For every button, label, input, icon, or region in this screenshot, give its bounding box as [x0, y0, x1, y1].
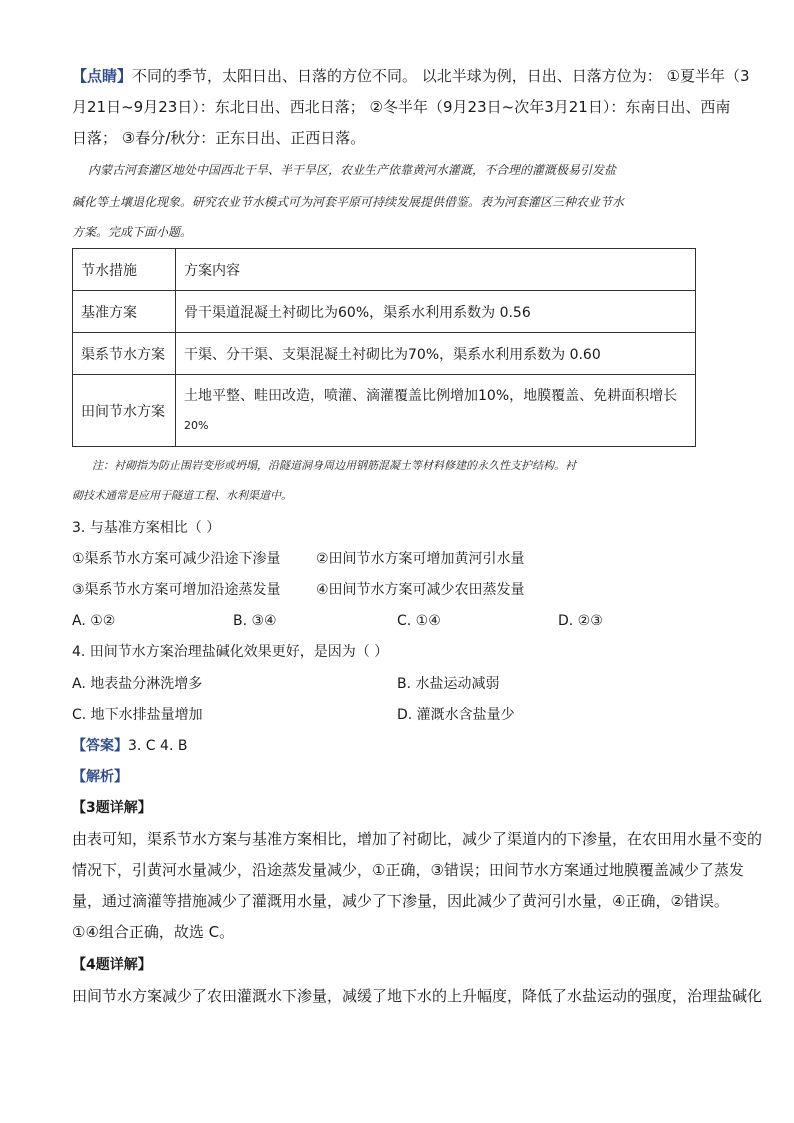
tip-line-1 [72, 66, 750, 86]
table-row [73, 375, 696, 447]
note-line-1: 注：衬砌指为防止围岩变形或坍塌，沿隧道洞身周边用钢筋混凝土等材料修建的永久性支护结构。衬 [92, 459, 576, 472]
answer-line [72, 736, 187, 756]
table-row [73, 333, 696, 375]
table-cell: 渠系节水方案 [73, 333, 176, 375]
analysis-label [72, 767, 128, 787]
analysis-label-text: 【解析】 [72, 769, 128, 785]
q3-statement-3: ③渠系节水方案可增加沿途蒸发量 [72, 582, 281, 598]
table-row [73, 291, 696, 333]
q4-option-c: C. 地下水排盐量增加 [72, 707, 203, 723]
detail4-line-1: 田间节水方案减少了农田灌溉水下渗量，减缓了地下水的上升幅度，降低了水盐运动的强度，治理盐碱化 [72, 987, 763, 1005]
q3-option-b: B. ③④ [233, 613, 277, 629]
table-header-cell: 节水措施 [73, 249, 176, 291]
q3-statement-2: ②田间节水方案可增加黄河引水量 [316, 551, 525, 567]
q3-statement-1: ①渠系节水方案可减少沿途下渗量 [72, 551, 281, 567]
detail3-line-3: 量，通过滴灌等措施减少了灌溉用水量，减少了下渗量，因此减少了黄河引水量，④正确，②错误。 [72, 892, 729, 910]
detail3-label: 【3题详解】 [72, 800, 152, 816]
note-line-2: 砌技术通常是应用于隧道工程、水利渠道中。 [72, 489, 292, 502]
table-cell: 干渠、分干渠、支渠混凝土衬砌比为70%，渠系水利用系数为 0.60 [176, 333, 696, 375]
detail3-line-2: 情况下，引黄河水量减少，沿途蒸发量减少，①正确，③错误；田间节水方案通过地膜覆盖减少了蒸发 [72, 861, 744, 879]
table-header-row [73, 249, 696, 291]
detail4-label: 【4题详解】 [72, 957, 152, 973]
table-cell-line: 土地平整、畦田改造，喷灌、滴灌覆盖比例增加10%，地膜覆盖、免耕面积增长 [184, 387, 678, 404]
passage-line-3: 方案。完成下面小题。 [72, 225, 193, 239]
table-cell: 基准方案 [73, 291, 176, 333]
detail3-line-4: ①④组合正确，故选 C。 [72, 923, 235, 941]
table-cell: 田间节水方案 [73, 375, 176, 447]
table-cell [176, 375, 696, 447]
tip-line-2: 月21日~9月23日）：东北日出、西北日落； ②冬半年（9月23日~次年3月21日）：东南日出、西南 [72, 98, 731, 116]
q3-stem: 3. 与基准方案相比（ ） [72, 520, 221, 536]
q3-option-c: C. ①④ [397, 613, 441, 629]
detail3-line-1: 由表可知，渠系节水方案与基准方案相比，增加了衬砌比，减少了渠道内的下渗量，在农田用水量不变的 [72, 830, 763, 848]
answer-label: 【答案】 [72, 738, 128, 754]
tip-text-1: 不同的季节，太阳日出、日落的方位不同。 以北半球为例，日出、日落方位为： ①夏半年（3 [132, 67, 750, 85]
table-cell-line: 20% [184, 418, 209, 432]
answer-text: 3. C 4. B [128, 738, 188, 754]
q4-stem: 4. 田间节水方案治理盐碱化效果更好，是因为（ ） [72, 644, 389, 660]
table-cell: 骨干渠道混凝土衬砌比为60%，渠系水利用系数为 0.56 [176, 291, 696, 333]
q4-option-d: D. 灌溉水含盐量少 [397, 707, 515, 723]
q3-option-d: D. ②③ [558, 613, 603, 629]
passage-line-2: 碱化等土壤退化现象。研究农业节水模式可为河套平原可持续发展提供借鉴。表为河套灌区三种农业节水 [72, 195, 625, 209]
tip-label: 【点睛】 [72, 67, 133, 85]
tip-line-3: 日落； ③春分/秋分：正东日出、正西日落。 [72, 129, 366, 147]
q3-statement-4: ④田间节水方案可减少农田蒸发量 [316, 582, 525, 598]
q3-option-a: A. ①② [72, 613, 116, 629]
table-header-cell: 方案内容 [176, 249, 696, 291]
passage-line-1: 内蒙古河套灌区地处中国西北干旱、半干旱区，农业生产依靠黄河水灌溉，不合理的灌溉极易引发盐 [88, 163, 617, 177]
water-saving-table [72, 248, 696, 447]
q4-option-a: A. 地表盐分淋洗增多 [72, 676, 203, 692]
q4-option-b: B. 水盐运动减弱 [397, 676, 500, 692]
